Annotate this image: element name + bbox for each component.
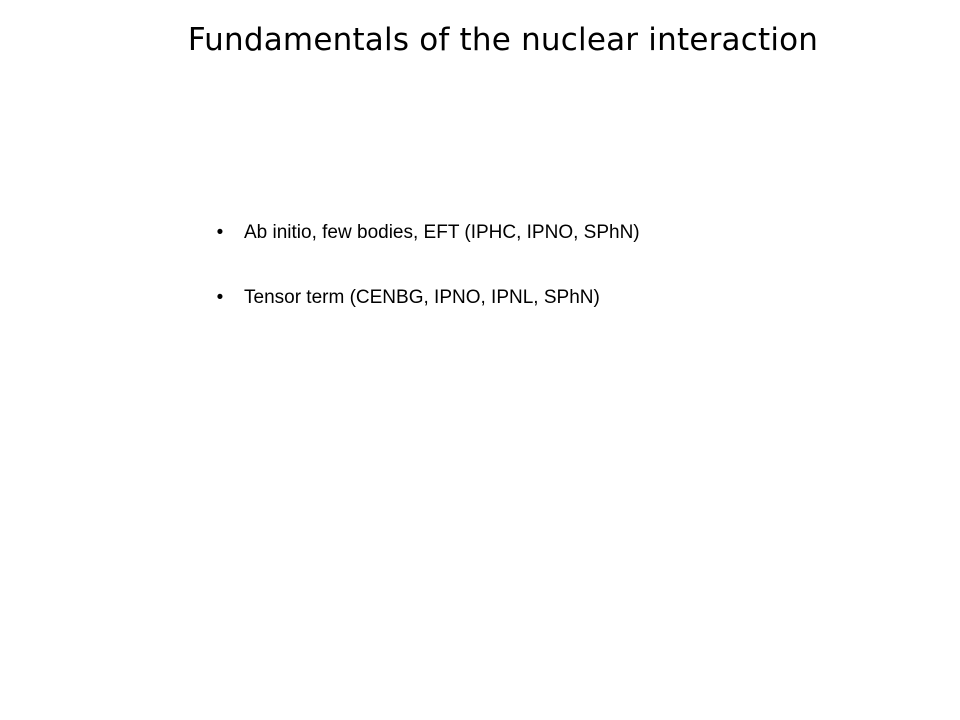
bullet-text: Ab initio, few bodies, EFT (IPHC, IPNO, SPhN) xyxy=(244,222,640,243)
bullet-item xyxy=(214,218,640,248)
bullet-dot-icon: • xyxy=(216,287,224,308)
slide-title: Fundamentals of the nuclear interaction xyxy=(187,22,819,58)
bullet-item xyxy=(214,283,640,313)
bullet-dot-icon: • xyxy=(216,222,224,243)
bullet-text: Tensor term (CENBG, IPNO, IPNL, SPhN) xyxy=(244,287,600,308)
bullet-list xyxy=(214,218,640,348)
